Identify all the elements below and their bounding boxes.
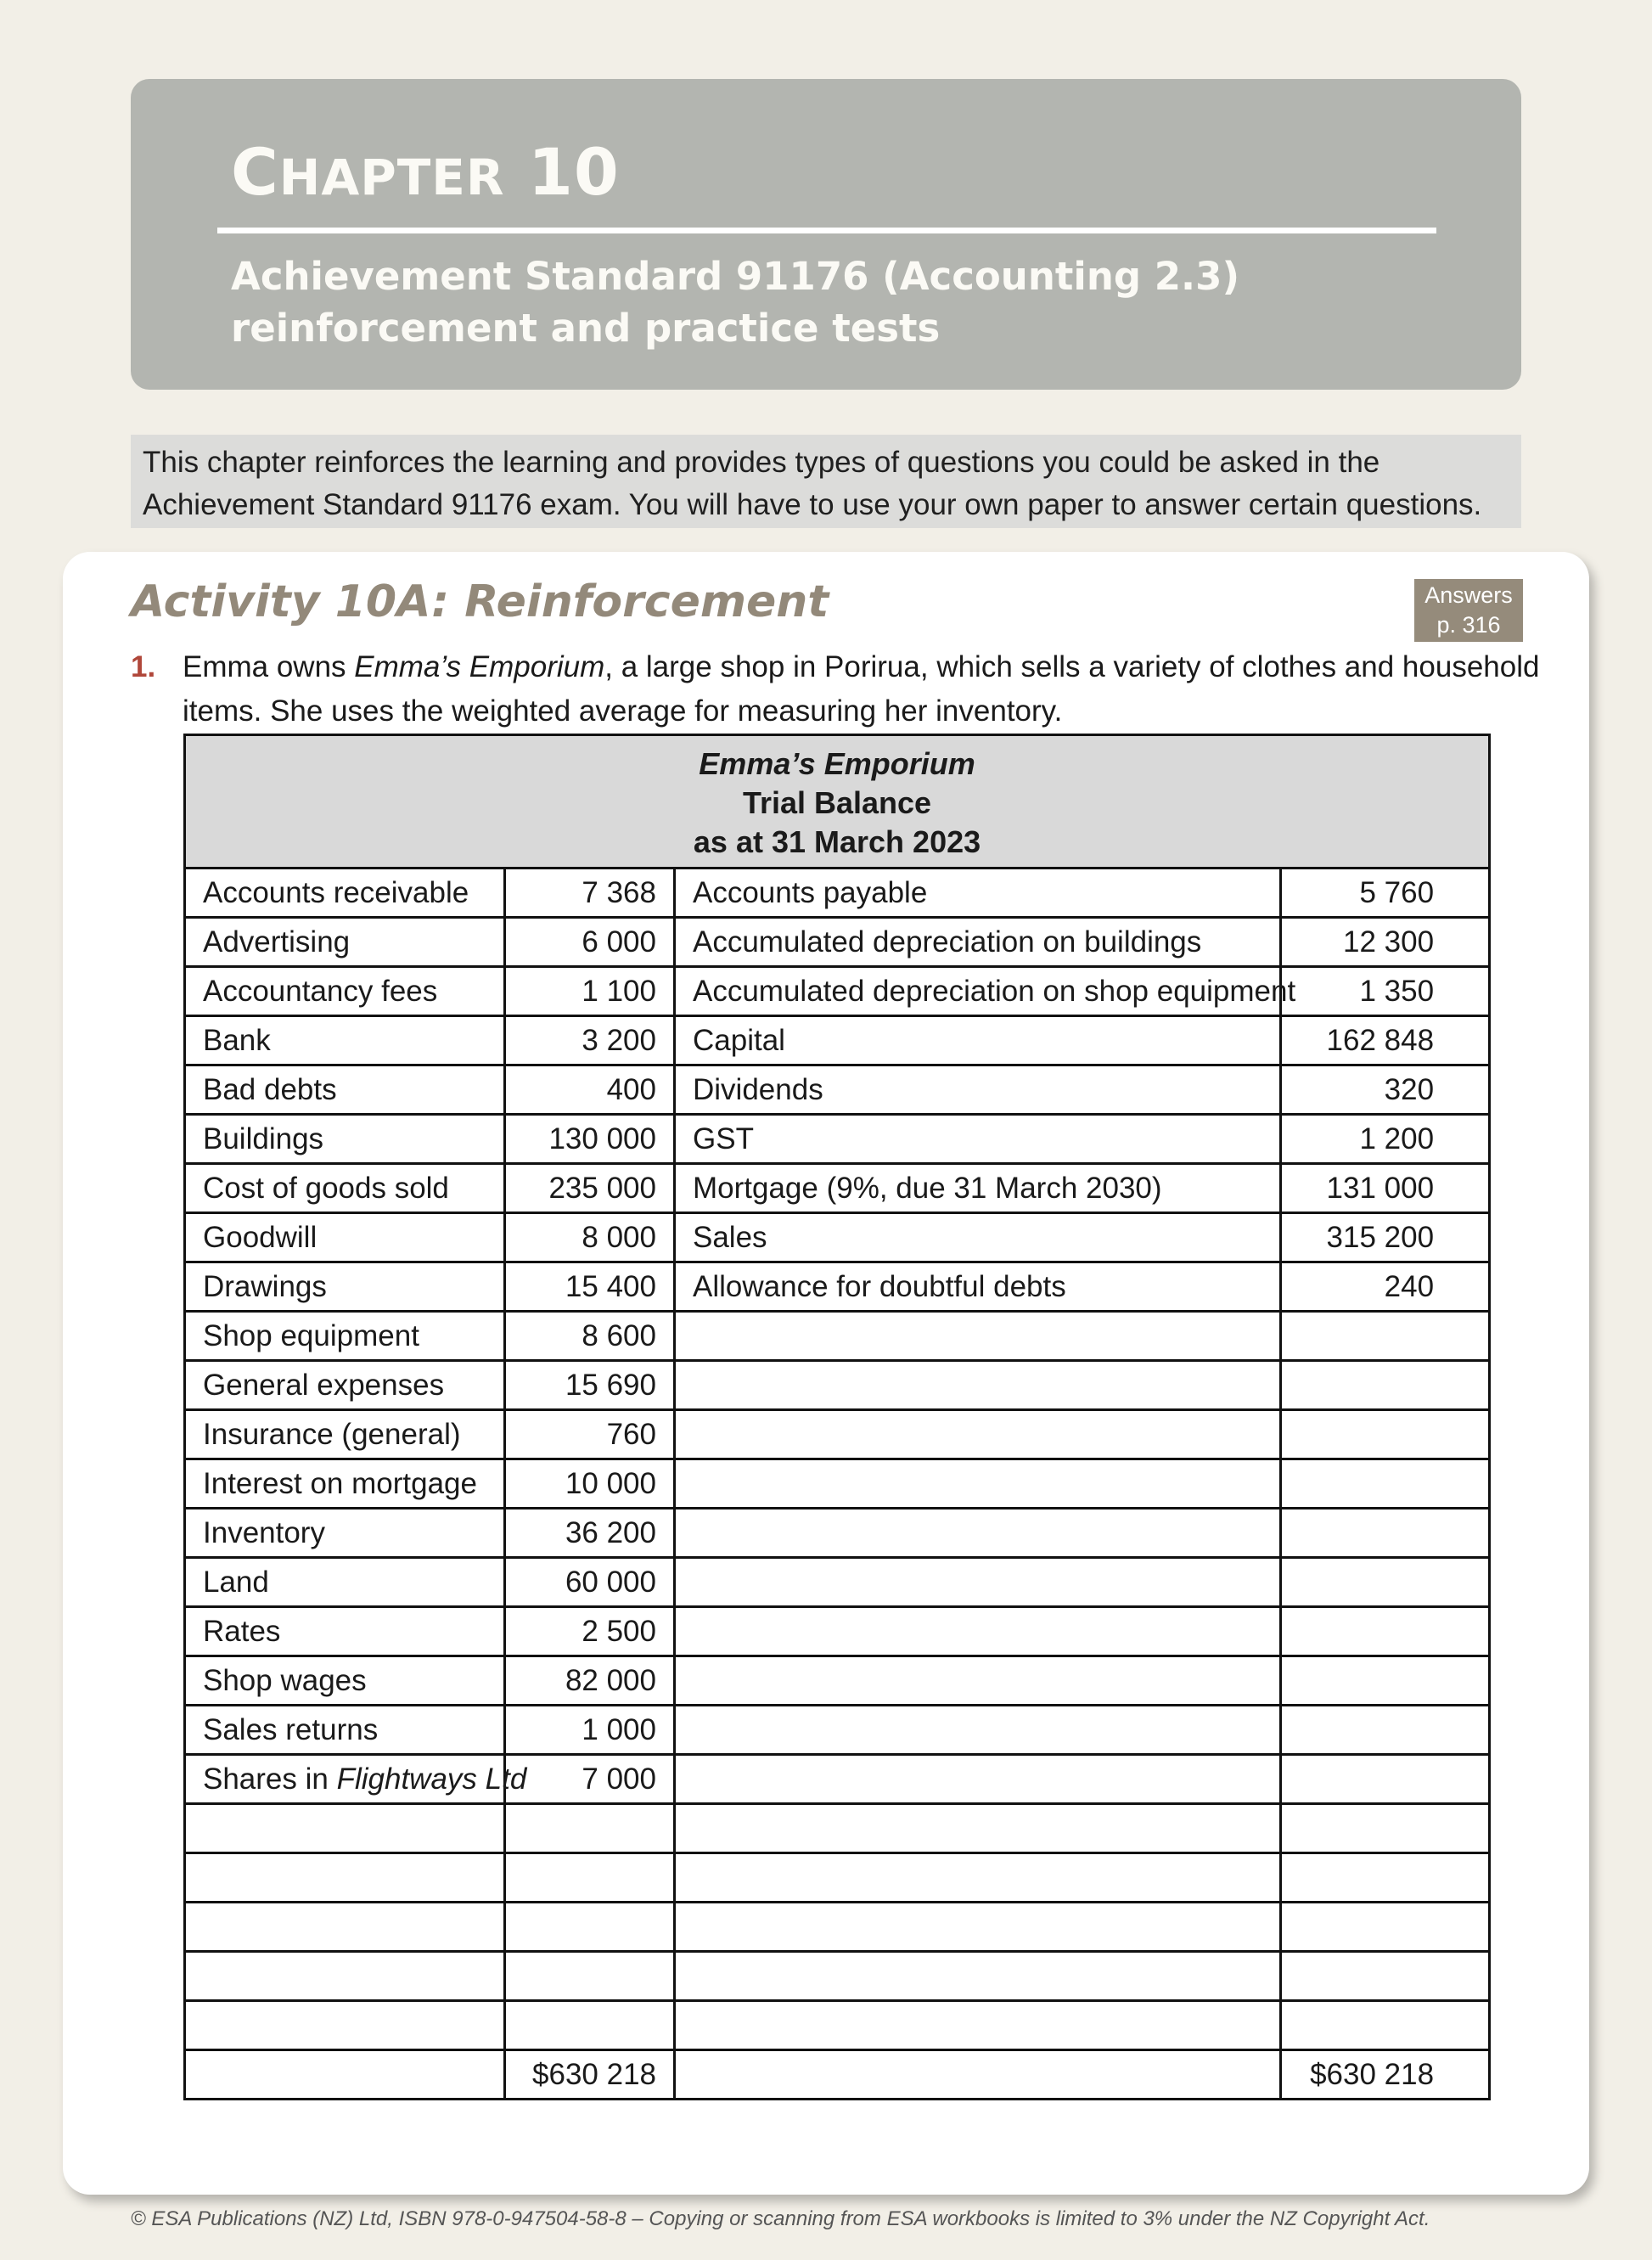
credit-amount-cell: 315 200: [1281, 1213, 1490, 1262]
debit-amount-cell: 1 000: [505, 1706, 675, 1755]
answers-badge: [1414, 579, 1523, 642]
question-text: [183, 645, 1575, 734]
debit-account-cell: Advertising: [185, 918, 505, 967]
debit-amount-cell: 760: [505, 1410, 675, 1459]
table-row: [185, 869, 1490, 918]
debit-account-cell: General expenses: [185, 1361, 505, 1410]
debit-amount-cell: 7 000: [505, 1755, 675, 1804]
question-text-start: Emma owns: [183, 650, 355, 683]
table-row: [185, 1558, 1490, 1607]
activity-title: Activity 10A: Reinforcement: [131, 576, 829, 627]
credit-account-cell: Sales: [675, 1213, 1281, 1262]
credit-amount-cell: 5 760: [1281, 869, 1490, 918]
table-row: [185, 1607, 1490, 1656]
table-row: [185, 1164, 1490, 1213]
debit-amount-cell: 82 000: [505, 1656, 675, 1706]
debit-amount-cell: [505, 1853, 675, 1903]
credit-account-cell: [675, 1903, 1281, 1952]
credit-account-cell: Accounts payable: [675, 869, 1281, 918]
credit-amount-cell: [1281, 1804, 1490, 1853]
chapter-title: [231, 134, 620, 210]
debit-account-cell: [185, 1903, 505, 1952]
debit-amount-cell: 60 000: [505, 1558, 675, 1607]
debit-account-cell: Shop equipment: [185, 1312, 505, 1361]
intro-text: This chapter reinforces the learning and provides types of questions you could be asked in the Achievement Standard 91176 exam. You will have to use your own paper to answer certain questions.: [143, 446, 1482, 521]
debit-account-cell: Land: [185, 1558, 505, 1607]
debit-amount-cell: 1 100: [505, 967, 675, 1016]
debit-amount-cell: 8 000: [505, 1213, 675, 1262]
table-row: [185, 967, 1490, 1016]
debit-account-cell: Insurance (general): [185, 1410, 505, 1459]
credit-amount-cell: [1281, 1312, 1490, 1361]
debit-amount-cell: [505, 1804, 675, 1853]
table-row: [185, 1262, 1490, 1312]
debit-account-cell: Sales returns: [185, 1706, 505, 1755]
credit-amount-cell: 1 350: [1281, 967, 1490, 1016]
debit-account-cell: [185, 2001, 505, 2050]
credit-account-cell: [675, 1706, 1281, 1755]
debit-amount-cell: 36 200: [505, 1509, 675, 1558]
intro-box: [131, 435, 1521, 528]
credit-account-cell: [675, 1312, 1281, 1361]
credit-account-cell: Accumulated depreciation on shop equipment: [675, 967, 1281, 1016]
credit-amount-cell: [1281, 1459, 1490, 1509]
debit-account-cell: Goodwill: [185, 1213, 505, 1262]
question-text-end: , a large shop in Porirua, which sells a variety of clothes and household items. She uses the weighted average for measuring her inventory.: [183, 650, 1540, 728]
table-row: [185, 1115, 1490, 1164]
debit-amount-cell: 400: [505, 1065, 675, 1115]
question-business-name: Emma’s Emporium: [354, 650, 605, 683]
chapter-subtitle: Achievement Standard 91176 (Accounting 2.3) reinforcement and practice tests: [231, 254, 1240, 351]
table-row: [185, 1312, 1490, 1361]
credit-amount-cell: 12 300: [1281, 918, 1490, 967]
credit-amount-cell: [1281, 1853, 1490, 1903]
debit-amount-cell: 15 400: [505, 1262, 675, 1312]
credit-amount-cell: [1281, 1607, 1490, 1656]
table-row: [185, 1903, 1490, 1952]
credit-account-cell: [675, 1459, 1281, 1509]
credit-account-cell: [675, 1755, 1281, 1804]
credit-account-cell: [675, 2001, 1281, 2050]
debit-account-cell: [185, 1804, 505, 1853]
debit-amount-cell: 3 200: [505, 1016, 675, 1065]
debit-amount-cell: 15 690: [505, 1361, 675, 1410]
debit-amount-cell: [505, 2001, 675, 2050]
credit-amount-cell: [1281, 1903, 1490, 1952]
table-row: [185, 1213, 1490, 1262]
activity-card: [63, 552, 1589, 2195]
trial-balance-heading: [185, 735, 1490, 869]
table-row: [185, 2001, 1490, 2050]
chapter-header: [131, 79, 1521, 390]
credit-amount-cell: 240: [1281, 1262, 1490, 1312]
credit-account-cell: [675, 1509, 1281, 1558]
credit-amount-cell: [1281, 1706, 1490, 1755]
credit-amount-cell: 162 848: [1281, 1016, 1490, 1065]
debit-amount-cell: [505, 1903, 675, 1952]
answers-badge-page: p. 316: [1436, 612, 1501, 638]
debit-account-cell: [185, 1952, 505, 2001]
debit-account-cell: Accounts receivable: [185, 869, 505, 918]
table-row: [185, 1804, 1490, 1853]
trial-balance-date: as at 31 March 2023: [693, 824, 981, 859]
credit-amount-cell: 131 000: [1281, 1164, 1490, 1213]
answers-badge-label: Answers: [1424, 582, 1513, 608]
debit-amount-cell: [505, 1952, 675, 2001]
credit-account-cell: [675, 1656, 1281, 1706]
debit-account-cell: Bank: [185, 1016, 505, 1065]
table-row: [185, 1016, 1490, 1065]
table-row: [185, 1656, 1490, 1706]
table-row: [185, 1065, 1490, 1115]
total-credit-cell: $630 218: [1281, 2050, 1490, 2100]
debit-account-cell: [185, 1853, 505, 1903]
credit-account-cell: [675, 1952, 1281, 2001]
debit-amount-cell: 7 368: [505, 869, 675, 918]
debit-account-cell: Shop wages: [185, 1656, 505, 1706]
debit-account-cell: Buildings: [185, 1115, 505, 1164]
debit-amount-cell: 130 000: [505, 1115, 675, 1164]
debit-account-cell: Bad debts: [185, 1065, 505, 1115]
debit-amount-cell: 8 600: [505, 1312, 675, 1361]
trial-balance-table: [183, 734, 1491, 2100]
chapter-title-word: HAPTER: [278, 149, 505, 206]
table-row: [185, 1509, 1490, 1558]
debit-account-cell: Drawings: [185, 1262, 505, 1312]
credit-account-cell: [675, 1853, 1281, 1903]
chapter-number: 10: [528, 134, 620, 210]
debit-account-cell: Rates: [185, 1607, 505, 1656]
credit-amount-cell: [1281, 1361, 1490, 1410]
credit-account-cell: Accumulated depreciation on buildings: [675, 918, 1281, 967]
credit-account-cell: Dividends: [675, 1065, 1281, 1115]
table-row: [185, 1361, 1490, 1410]
credit-account-cell: Allowance for doubtful debts: [675, 1262, 1281, 1312]
credit-account-cell: [675, 1607, 1281, 1656]
debit-account-cell: Interest on mortgage: [185, 1459, 505, 1509]
trial-balance-business-name: Emma’s Emporium: [699, 746, 975, 781]
chapter-title-initial: C: [231, 134, 279, 210]
table-row: [185, 1459, 1490, 1509]
credit-amount-cell: [1281, 2001, 1490, 2050]
debit-account-cell: Inventory: [185, 1509, 505, 1558]
debit-amount-cell: 10 000: [505, 1459, 675, 1509]
table-row: [185, 1706, 1490, 1755]
question-number: 1.: [131, 650, 156, 683]
table-row: [185, 1853, 1490, 1903]
credit-account-cell: [675, 1361, 1281, 1410]
copyright-footer: © ESA Publications (NZ) Ltd, ISBN 978-0-947504-58-8 – Copying or scanning from ESA workbooks is limited to 3% under the NZ Copyright Act.: [131, 2207, 1430, 2230]
credit-account-cell: GST: [675, 1115, 1281, 1164]
table-row: [185, 1952, 1490, 2001]
debit-account-cell: Cost of goods sold: [185, 1164, 505, 1213]
debit-amount-cell: 235 000: [505, 1164, 675, 1213]
table-row: [185, 918, 1490, 967]
credit-amount-cell: [1281, 1755, 1490, 1804]
company-name: Flightways Ltd: [336, 1762, 527, 1796]
total-debit-cell: $630 218: [505, 2050, 675, 2100]
credit-account-cell: [675, 1558, 1281, 1607]
trial-balance-heading-cell: [185, 735, 1490, 869]
totals-row: [185, 2050, 1490, 2100]
chapter-divider: [217, 228, 1436, 233]
table-row: [185, 1410, 1490, 1459]
totals-spacer-cell: [675, 2050, 1281, 2100]
credit-account-cell: [675, 1804, 1281, 1853]
credit-amount-cell: [1281, 1558, 1490, 1607]
credit-amount-cell: 1 200: [1281, 1115, 1490, 1164]
debit-account-cell: Shares in Flightways Ltd: [185, 1755, 505, 1804]
credit-account-cell: Mortgage (9%, due 31 March 2030): [675, 1164, 1281, 1213]
credit-amount-cell: [1281, 1509, 1490, 1558]
table-row: [185, 1755, 1490, 1804]
credit-amount-cell: [1281, 1410, 1490, 1459]
trial-balance-title: Trial Balance: [742, 785, 932, 820]
credit-amount-cell: 320: [1281, 1065, 1490, 1115]
debit-amount-cell: 2 500: [505, 1607, 675, 1656]
credit-account-cell: Capital: [675, 1016, 1281, 1065]
debit-amount-cell: 6 000: [505, 918, 675, 967]
debit-account-cell: Accountancy fees: [185, 967, 505, 1016]
credit-amount-cell: [1281, 1952, 1490, 2001]
credit-account-cell: [675, 1410, 1281, 1459]
totals-label-cell: [185, 2050, 505, 2100]
credit-amount-cell: [1281, 1656, 1490, 1706]
